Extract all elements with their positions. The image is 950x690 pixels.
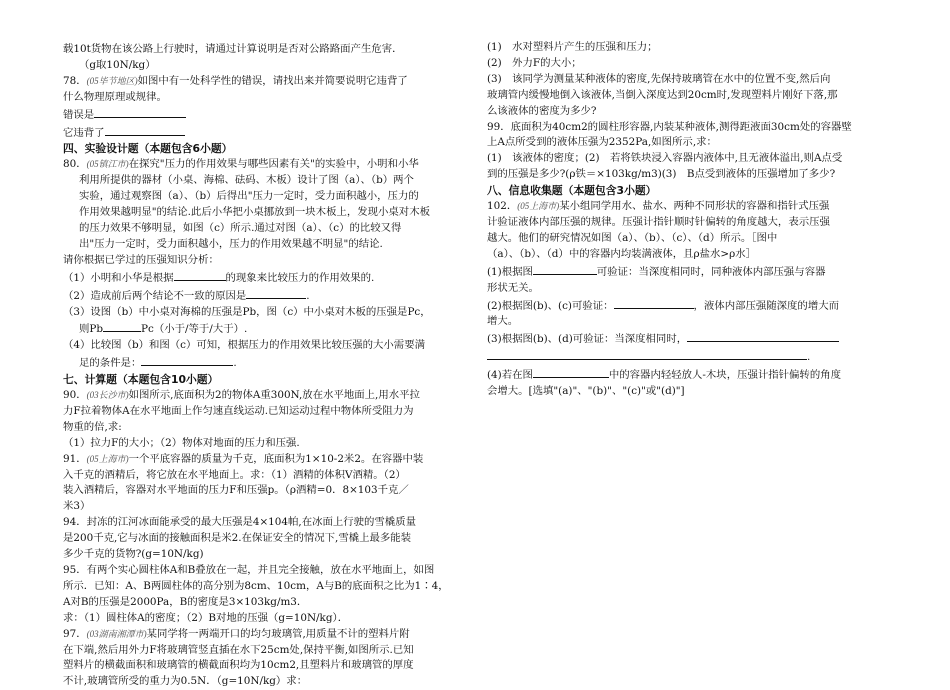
question-94: 94．封冻的江河冰面能承受的最大压强是4×104帕,在冰面上行驶的雪橇质量 [63, 516, 416, 529]
text-line: 塑料片的横截面积和玻璃管的横截面积均为10cm2,且塑料片和玻璃管的厚度 [63, 659, 414, 672]
text-line: (3) 该同学为测量某种液体的密度,先保持玻璃管在水中的位置不变,然后向 [487, 72, 831, 85]
text-line: （4）比较图（b）和图（c）可知，根据压力的作用效果比较压强的大小需要满 [63, 339, 425, 352]
question-95: 95．有两个实心圆柱体A和B叠放在一起，并且完全接触，放在水平地面上，如图 [63, 564, 435, 576]
text-line: 上A点所受到的液体压强为2352Pa,如图所示,求： [487, 136, 717, 149]
text-line: 所示．已知：A、B两圆柱体的高分别为8cm、10cm，A与B的底面积之比为1∶4， [63, 579, 449, 592]
text-line: (1) 水对塑料片产生的压强和压力； [487, 41, 658, 53]
source-tag: (03湖南湘潭市) [86, 628, 147, 639]
answer-blank[interactable] [94, 106, 186, 118]
text-line: 到的压强是多少?(ρ铁＝×103kg/m3)(3) B点受到液体的压强增加了多少? [487, 168, 836, 181]
subquestion: (3)根据图(b)、(d)可验证：当深度相同时， [487, 330, 892, 348]
text-line: 什么物理原理或规律。 [63, 90, 167, 103]
text-line: 利用所提供的器材（小桌、海棉、砝码、木板）设计了图（a）、（b）两个 [79, 174, 414, 187]
source-tag: (05上海市) [517, 201, 560, 212]
text-line: 请你根据已学过的压强知识分析： [63, 253, 219, 266]
text-line: 实验，通过观察图（a）、（b）后得出"压力一定时，受力面积越小，压力的 [79, 190, 419, 203]
subquestion: (2)根据图(b)、(c)可验证： ，液体内部压强随深度的增大而 [487, 297, 892, 315]
answer-blank[interactable] [141, 354, 233, 366]
right-column [487, 40, 892, 400]
answer-blank[interactable] [105, 124, 185, 136]
subquestion: (1)根据图 可验证：当深度相同时，同种液体内部压强与容器 [487, 263, 892, 281]
text-line: （a）、（b）、（d）中的容器内均装满液体，且ρ盐水>ρ水］ [487, 247, 756, 260]
text-line: 形状无关。 [487, 281, 539, 294]
question-80: 80．(05镇江市)在探究"压力的作用效果与哪些因素有关"的实验中，小明和小华 [63, 158, 419, 171]
subquestion: 足的条件是： . [63, 354, 470, 372]
answer-blank[interactable] [174, 269, 226, 281]
left-column [63, 42, 470, 690]
question-99: 99．底面积为40cm2的圆柱形容器,内装某种液体,测得距液面30cm处的容器壁 [487, 120, 852, 133]
text-line: 增大。 [487, 315, 519, 328]
answer-blank[interactable] [487, 348, 807, 360]
text-line: 求：（1）圆柱体A的密度；（2）B对地的压强（g=10N/kg）． [63, 611, 349, 624]
text-line: （3）设图（b）中小桌对海棉的压强是Pb，图（c）中小桌对木板的压强是Pc， [63, 305, 431, 318]
text-line: 装入酒精后，容器对水平地面的压力F和压强p。（ρ酒精=0．8×103千克／ [63, 484, 409, 497]
text-line: 力F拉着物体A在水平地面上作匀速直线运动.已知运动过程中物体所受阻力为 [63, 404, 414, 417]
subquestion: (4)若在图 中的容器内轻轻放人-木块，压强计指针偏转的角度 [487, 366, 892, 384]
text-line: 在下端,然后用外力F将玻璃管竖直插在水下25cm处,保持平衡,如图所示.已知 [63, 643, 414, 656]
text-line: A对B的压强是2000Pa，B的密度是3×103kg/m3． [63, 595, 308, 608]
text-line: 不计,玻璃管所受的重力为0.5N．（g=10N/kg）求： [63, 675, 308, 688]
text-line: 是200千克,它与冰面的接触面积是米2.在保证安全的情况下,雪橇上最多能装 [63, 532, 412, 545]
subquestion: （2）造成前后两个结论不一致的原因是 . [63, 287, 470, 305]
answer-line-violate: 它违背了 [63, 124, 470, 142]
text-line: 载10t货物在该公路上行驶时，请通过计算说明是否对公路路面产生危害． [63, 43, 403, 55]
text-line: 出"压力一定时，受力面积越小，压力的作用效果越不明显"的结论. [79, 237, 383, 250]
source-tag: (05毕节地区) [86, 75, 138, 86]
source-tag: (05镇江市) [86, 159, 129, 170]
section-heading: 七、计算题（本题包含10小题） [63, 373, 219, 387]
subquestion: 则Pb Pc（小于/等于/大于）. [63, 320, 470, 338]
text-line: （1）拉力F的大小；（2）物体对地面的压力和压强. [63, 436, 300, 449]
answer-blank[interactable] [533, 366, 609, 378]
text-line: 玻璃管内缓慢地倒入该液体,当倒入深度达到20cm时,发现塑料片刚好下落,那 [487, 88, 838, 101]
answer-line-wrong: 错误是 [63, 106, 470, 124]
text-line: 多少千克的货物?(g=10N/kg) [63, 548, 204, 561]
text-line: 入千克的酒精后，将它放在水平地面上。求：（1）酒精的体积V酒精。（2） [63, 468, 406, 481]
source-tag: (03长沙市) [86, 390, 129, 401]
text-line: 物重的倍,求: [63, 420, 122, 433]
answer-blank[interactable] [687, 330, 839, 342]
text-line: (1) 该液体的密度；(2) 若将铁块浸入容器内液体中,且无液体溢出,则A点受 [487, 152, 843, 165]
question-78: 78．(05毕节地区)如图中有一处科学性的错误，请找出来并简要说明它违背了 [63, 74, 408, 87]
question-90: 90．(03长沙市)如图所示,底面积为2的物体A重300N,放在水平地面上,用水平拉 [63, 389, 420, 402]
text-line: (2) 外力F的大小； [487, 56, 582, 69]
subquestion-continuation: . [487, 348, 892, 366]
source-tag: (05上海市) [86, 453, 129, 464]
answer-blank[interactable] [533, 263, 597, 275]
answer-blank[interactable] [103, 320, 141, 332]
question-102: 102．(05上海市)某小组同学用水、盐水、两种不同形状的容器和指针式压强 [487, 200, 830, 213]
subquestion: （1）小明和小华是根据 的现象来比较压力的作用效果的. [63, 269, 470, 287]
question-97: 97．(03湖南湘潭市)某同学将一两端开口的均匀玻璃管,用质量不计的塑料片附 [63, 627, 410, 640]
text-line: 会增大。[选填"(a)"、"(b)"、"(c)"或"(d)"] [487, 385, 685, 398]
section-heading: 八、信息收集题（本题包含3小题） [487, 184, 657, 198]
text-line: 么该液体的密度为多少? [487, 104, 597, 117]
text-line: 计验证液体内部压强的规律。压强计指针顺时针偏转的角度越大，表示压强 [487, 215, 830, 228]
section-heading: 四、实验设计题（本题包含6小题） [63, 142, 233, 156]
text-line: 作用效果越明显"的结论.此后小华把小桌挪放到一块木板上，发现小桌对木板 [79, 206, 430, 219]
question-91: 91．(05上海市)一个平底容器的质量为千克，底面积为1×10-2米2。在容器中装 [63, 452, 424, 465]
text-line: （g取10N/kg） [79, 58, 156, 71]
text-line: 米3） [63, 500, 91, 513]
text-line: 的压力效果不够明显，如图（c）所示.通过对图（a）、（c）的比较又得 [79, 221, 402, 234]
answer-blank[interactable] [614, 297, 694, 309]
text-line: 越大。他们的研究情况如图（a）、（b）、（c）、（d）所示。［图中 [487, 231, 778, 244]
answer-blank[interactable] [246, 287, 306, 299]
